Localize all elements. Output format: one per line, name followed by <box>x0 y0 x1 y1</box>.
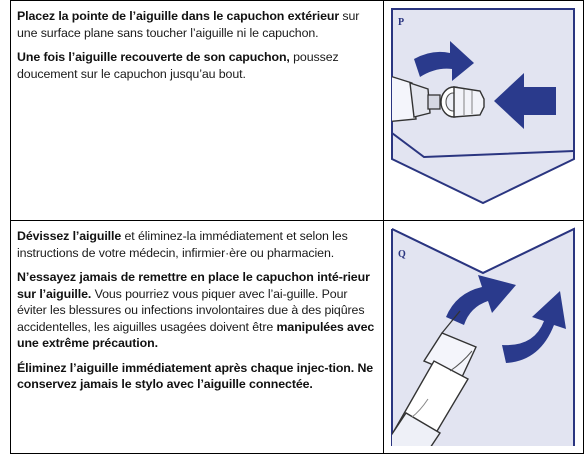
instruction-text: Vous pourriez vous piquer avec l’ai-guille. Pour éviter les blessures ou infections involontaires due à des piqûres accidentelles, les aiguilles usagées doivent être <box>17 286 365 334</box>
bold-instruction: Éliminez l’aiguille immédiatement après chaque injec-tion. Ne conservez jamais le stylo avec l’aiguille connectée. <box>17 360 374 391</box>
step-row-q <box>11 221 584 454</box>
instruction-table <box>10 0 584 454</box>
instruction-text: sur une surface plane sans toucher l’aiguille ni le capuchon. <box>17 9 360 40</box>
instruction-text: poussez doucement sur le capuchon jusqu’au bout. <box>17 50 339 81</box>
bold-instruction: manipulées avec une extrême précaution. <box>17 319 375 350</box>
outer-cap-icon <box>441 87 484 117</box>
step-paragraph <box>17 360 377 393</box>
bold-instruction: Dévissez l’aiguille <box>17 229 122 243</box>
step-paragraph <box>17 269 377 352</box>
panel-label: P <box>398 17 405 28</box>
instruction-text: et éliminez-la immédiatement et selon les instructions de votre médecin, infirmier·ère ou pharmacien. <box>17 229 348 260</box>
unscrew-needle-illustration <box>384 221 583 446</box>
step-paragraph <box>17 49 377 82</box>
bold-instruction: N’essayez jamais de remettre en place le capuchon inté-rieur sur l’aiguille. <box>17 270 370 301</box>
step-text-cell <box>11 1 384 221</box>
step-paragraph <box>17 8 377 41</box>
step-paragraph <box>17 228 377 261</box>
recap-needle-illustration <box>384 1 583 213</box>
step-row-p <box>11 1 584 221</box>
bold-instruction: Placez la pointe de l’aiguille dans le capuchon extérieur <box>17 9 340 23</box>
panel-label: Q <box>398 249 406 260</box>
bold-instruction: Une fois l’aiguille recouverte de son capuchon, <box>17 50 290 64</box>
step-illustration-cell <box>384 1 584 221</box>
step-illustration-cell <box>384 221 584 454</box>
step-text-cell <box>11 221 384 454</box>
